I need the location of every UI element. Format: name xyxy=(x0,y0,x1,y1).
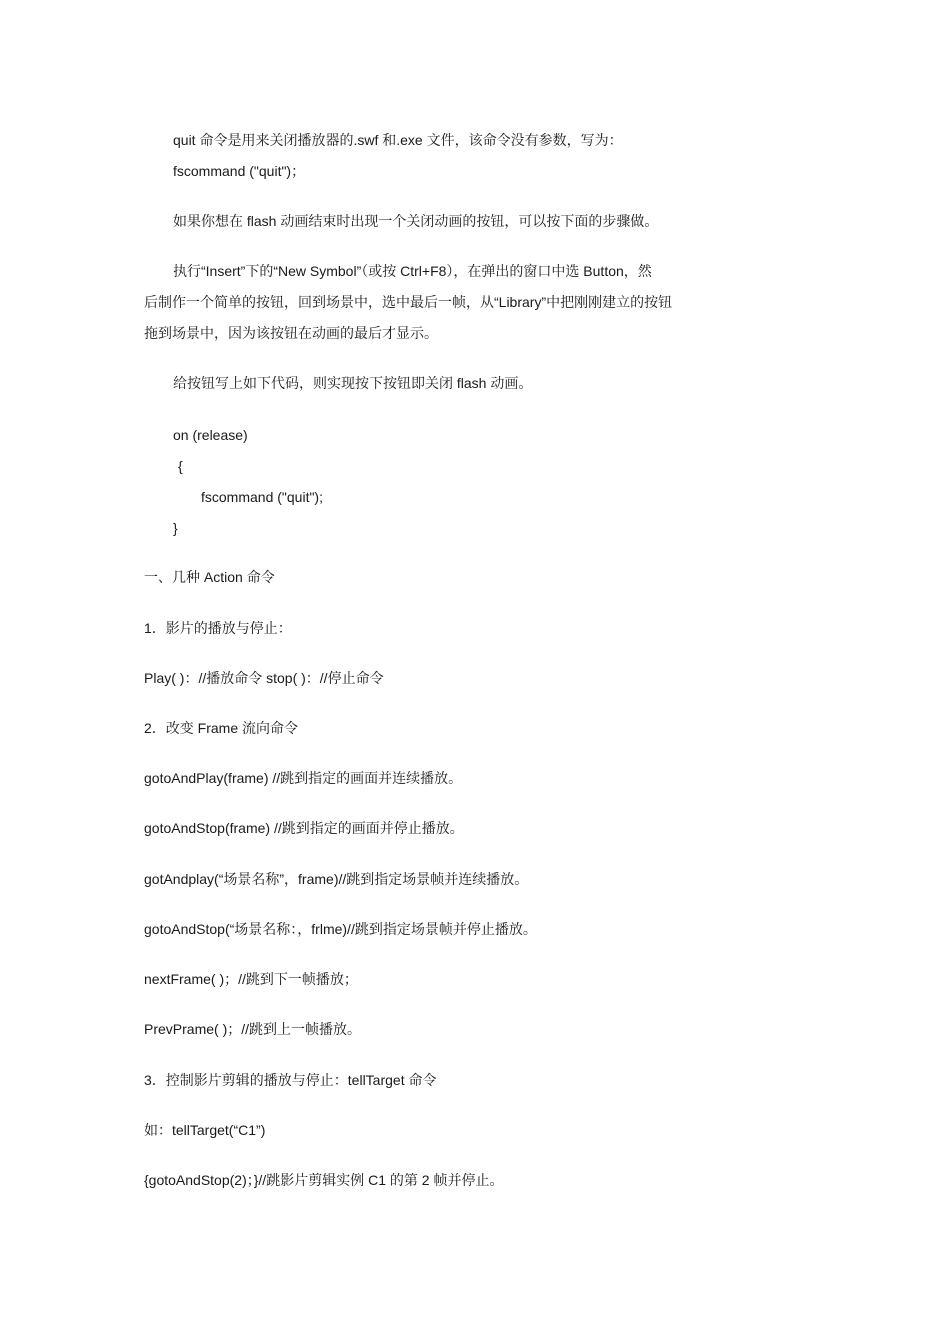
code-line-telltarget-example: 如：tellTarget(“C1”) xyxy=(144,1122,266,1138)
code-line-fscommand-inner: fscommand ("quit"); xyxy=(201,489,323,505)
section-heading-action-commands: 一、几种 Action 命令 xyxy=(144,569,275,585)
item-heading-frame-flow: 2．改变 Frame 流向命令 xyxy=(144,720,299,736)
code-line-on-release: on (release) xyxy=(173,427,248,443)
text-line-insert-symbol: 执行“Insert”下的“New Symbol”（或按 Ctrl+F8），在弹出的窗口中选 Button，然 xyxy=(173,263,652,279)
item-heading-play-stop: 1．影片的播放与停止： xyxy=(144,620,292,636)
text-line-flash-close-button: 如果你想在 flash 动画结束时出现一个关闭动画的按钮，可以按下面的步骤做。 xyxy=(173,213,659,229)
text-line-library-drag: 后制作一个简单的按钮，回到场景中，选中最后一帧，从“Library”中把刚刚建立的按钮 xyxy=(144,294,673,310)
code-line-gotandplay-scene: gotAndplay(“场景名称”，frame)//跳到指定场景帧并连续播放。 xyxy=(144,871,529,887)
code-line-close-brace: } xyxy=(173,520,178,536)
text-line-quit-description: quit 命令是用来关闭播放器的.swf 和.exe 文件，该命令没有参数，写为： xyxy=(173,132,623,148)
code-line-gotoandstop-scene: gotoAndStop(“场景名称：，frlme)//跳到指定场景帧并停止播放。 xyxy=(144,921,537,937)
code-line-gotoandplay-frame: gotoAndPlay(frame) //跳到指定的画面并连续播放。 xyxy=(144,770,463,786)
code-line-gotoandstop-frame: gotoAndStop(frame) //跳到指定的画面并停止播放。 xyxy=(144,820,464,836)
code-line-play-stop: Play( )：//播放命令 stop( )：//停止命令 xyxy=(144,670,384,686)
code-line-prevframe: PrevPrame( )；//跳到上一帧播放。 xyxy=(144,1021,362,1037)
code-line-gotoandstop-c1: {gotoAndStop(2)；}//跳影片剪辑实例 C1 的第 2 帧并停止。 xyxy=(144,1172,504,1188)
code-line-fscommand-quit: fscommand ("quit")； xyxy=(173,163,306,179)
item-heading-telltarget: 3．控制影片剪辑的播放与停止：tellTarget 命令 xyxy=(144,1072,437,1088)
text-line-scene-display: 拖到场景中，因为该按钮在动画的最后才显示。 xyxy=(144,325,438,341)
code-line-open-brace: { xyxy=(178,458,183,474)
code-line-nextframe: nextFrame( )；//跳到下一帧播放； xyxy=(144,971,358,987)
text-line-button-code: 给按钮写上如下代码，则实现按下按钮即关闭 flash 动画。 xyxy=(173,375,533,391)
